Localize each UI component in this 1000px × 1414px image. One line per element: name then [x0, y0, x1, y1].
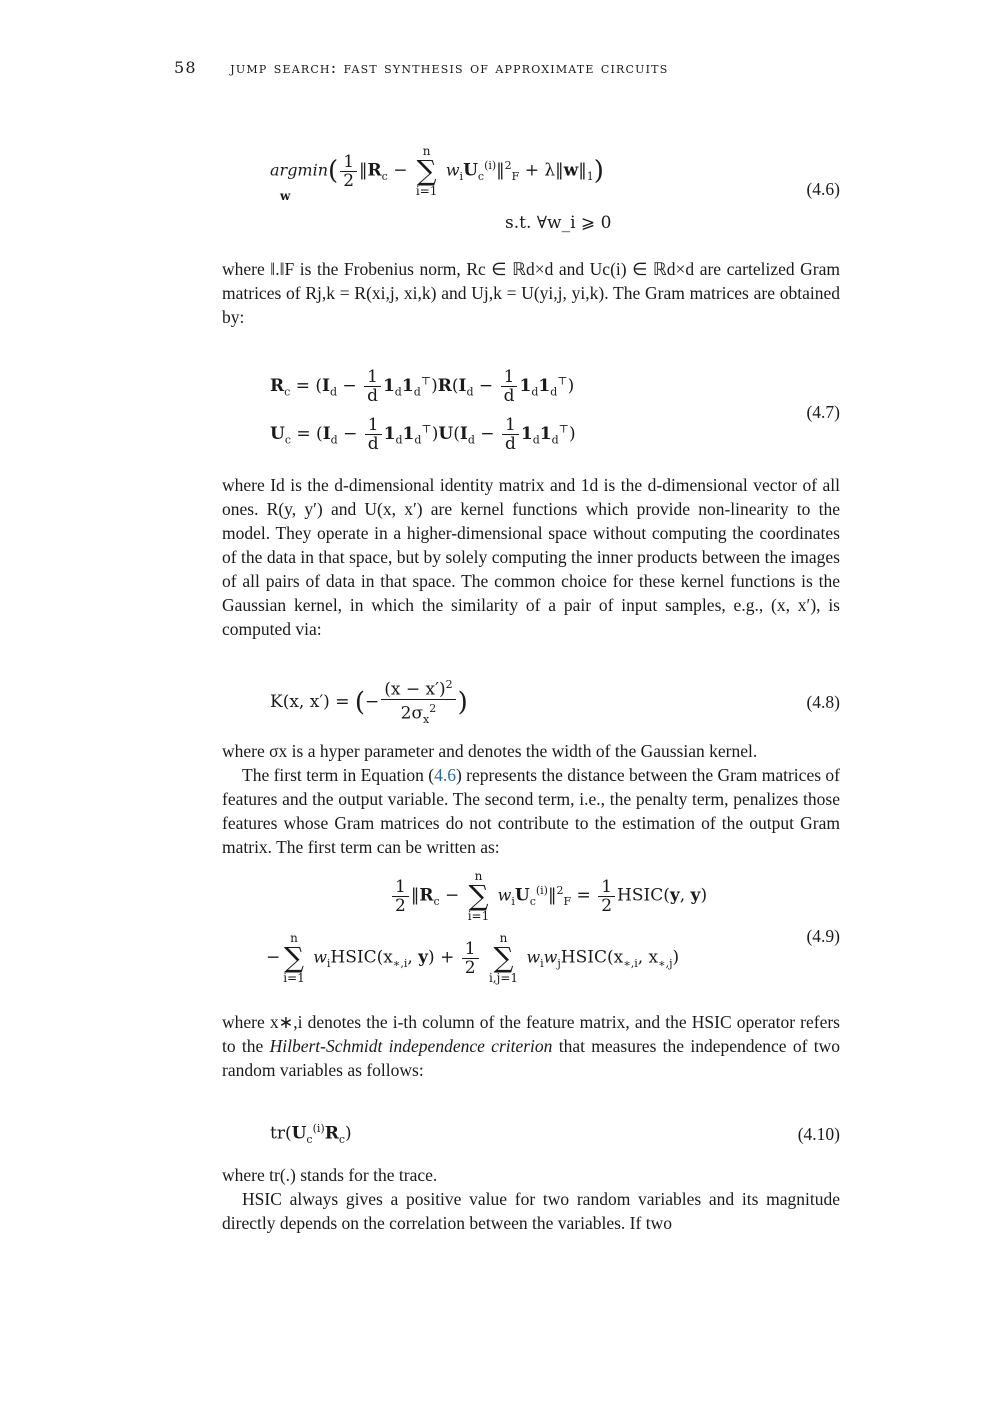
equation-number: (4.7): [806, 402, 840, 422]
paragraph: [222, 763, 840, 859]
paragraph: HSIC always gives a positive value for two random variables and its magnitude directly depends on the correlation between the variables. If two: [222, 1189, 840, 1233]
running-head: [174, 58, 668, 77]
equation-4-8: K(x, x′) = (− $\frac{(x - x')^2}{2\sigma_x^2}$ ) (4.8): [270, 678, 840, 726]
text: ) represents the distance between the Gram matrices of features and the output variable. The second term, i.e., the penalty term, penalizes those features whose Gram matrices do not contribute to the estimation of the output Gram matrix. The first term can be written as:: [222, 765, 840, 857]
equation-number: (4.10): [797, 1124, 840, 1144]
paragraph: where ‖.‖F is the Frobenius norm, Rc ∈ ℝd×d and Uc(i) ∈ ℝd×d are cartelized Gram matrices of Rj,k = R(xi,j, xi,k) and Uj,k = U(yi,j, yi,k). The Gram matrices are obtained by:: [222, 259, 840, 327]
equation-4-7: $R_c = (I_d$ − $\frac{1}{d}$ $1_d1_d^⊤)R(I_d$ − $\frac{1}{d}$ $1_d1_d^⊤$) $U_c = (I_d$ − $\frac{1}{d}$ $1_d1_d^⊤)U(I_d$ − $\frac{1}{d}$ $1_d1_d^⊤$) (4.7): [270, 367, 840, 454]
equation-4-9: $\frac{1}{2}$ $‖R_c$ − n ∑ i=1 $w_iU_c^{(i)}‖^2_F$ = $\frac{1}{2}$ HSIC(y, y) − n ∑ i=1 $w_iHSIC(x_{∗,i}$, y) + $\frac{1}{2}$ n ∑ i,j=1 $w_iw_jHSIC(x_{∗,i}$, $x_{∗,j}$) (4.9): [266, 869, 840, 985]
text: that measures the independence of two random variables as follows:: [222, 1036, 841, 1080]
italic-term: Hilbert-Schmidt independence criterion: [269, 1036, 553, 1056]
equation-number: (4.9): [806, 926, 840, 946]
paragraph: where Id is the d-dimensional identity matrix and 1d is the d-dimensional vector of all ones. R(y, y′) and U(x, x′) are kernel functions which provide non-linearity to the model. They operate in a higher-dimensional space without computing the coordinates of the data in that space, but by solely computing the inner products between the images of all pairs of data in that space. The common choice for these kernel functions is the Gaussian kernel, in which the similarity of a pair of input samples, e.g., (x, x′), is computed via:: [222, 475, 840, 639]
constraint: s.t. ∀w_i ⩾ 0: [505, 213, 612, 233]
paragraph: where σx is a hyper parameter and denotes the width of the Gaussian kernel.: [222, 741, 758, 761]
equation-4-10: $tr(U_c^{(i)}R_c)$ (4.10): [270, 1122, 840, 1147]
equation-reference-link[interactable]: 4.6: [434, 765, 456, 785]
text: The first term in Equation (: [242, 765, 435, 785]
paragraph: where tr(.) stands for the trace.: [222, 1165, 438, 1185]
running-title: jump search: fast synthesis of approximate circuits: [230, 58, 669, 77]
page-number: 58: [174, 58, 197, 77]
equation-4-6: argmin( $\frac{1}{2}$ $‖R_c$ − n ∑ i=1 $w_iU_c^{(i)}‖^2_F$ + $\lambda‖w‖_1$) w s.t. ∀w_i ⩾ 0 (4.6): [270, 144, 840, 233]
equation-number: (4.8): [806, 692, 840, 712]
equation-number: (4.6): [806, 179, 840, 199]
paragraph: [222, 1010, 840, 1082]
text: where x∗,i denotes the i-th column of the feature matrix, and the HSIC operator refers to the: [222, 1012, 840, 1056]
